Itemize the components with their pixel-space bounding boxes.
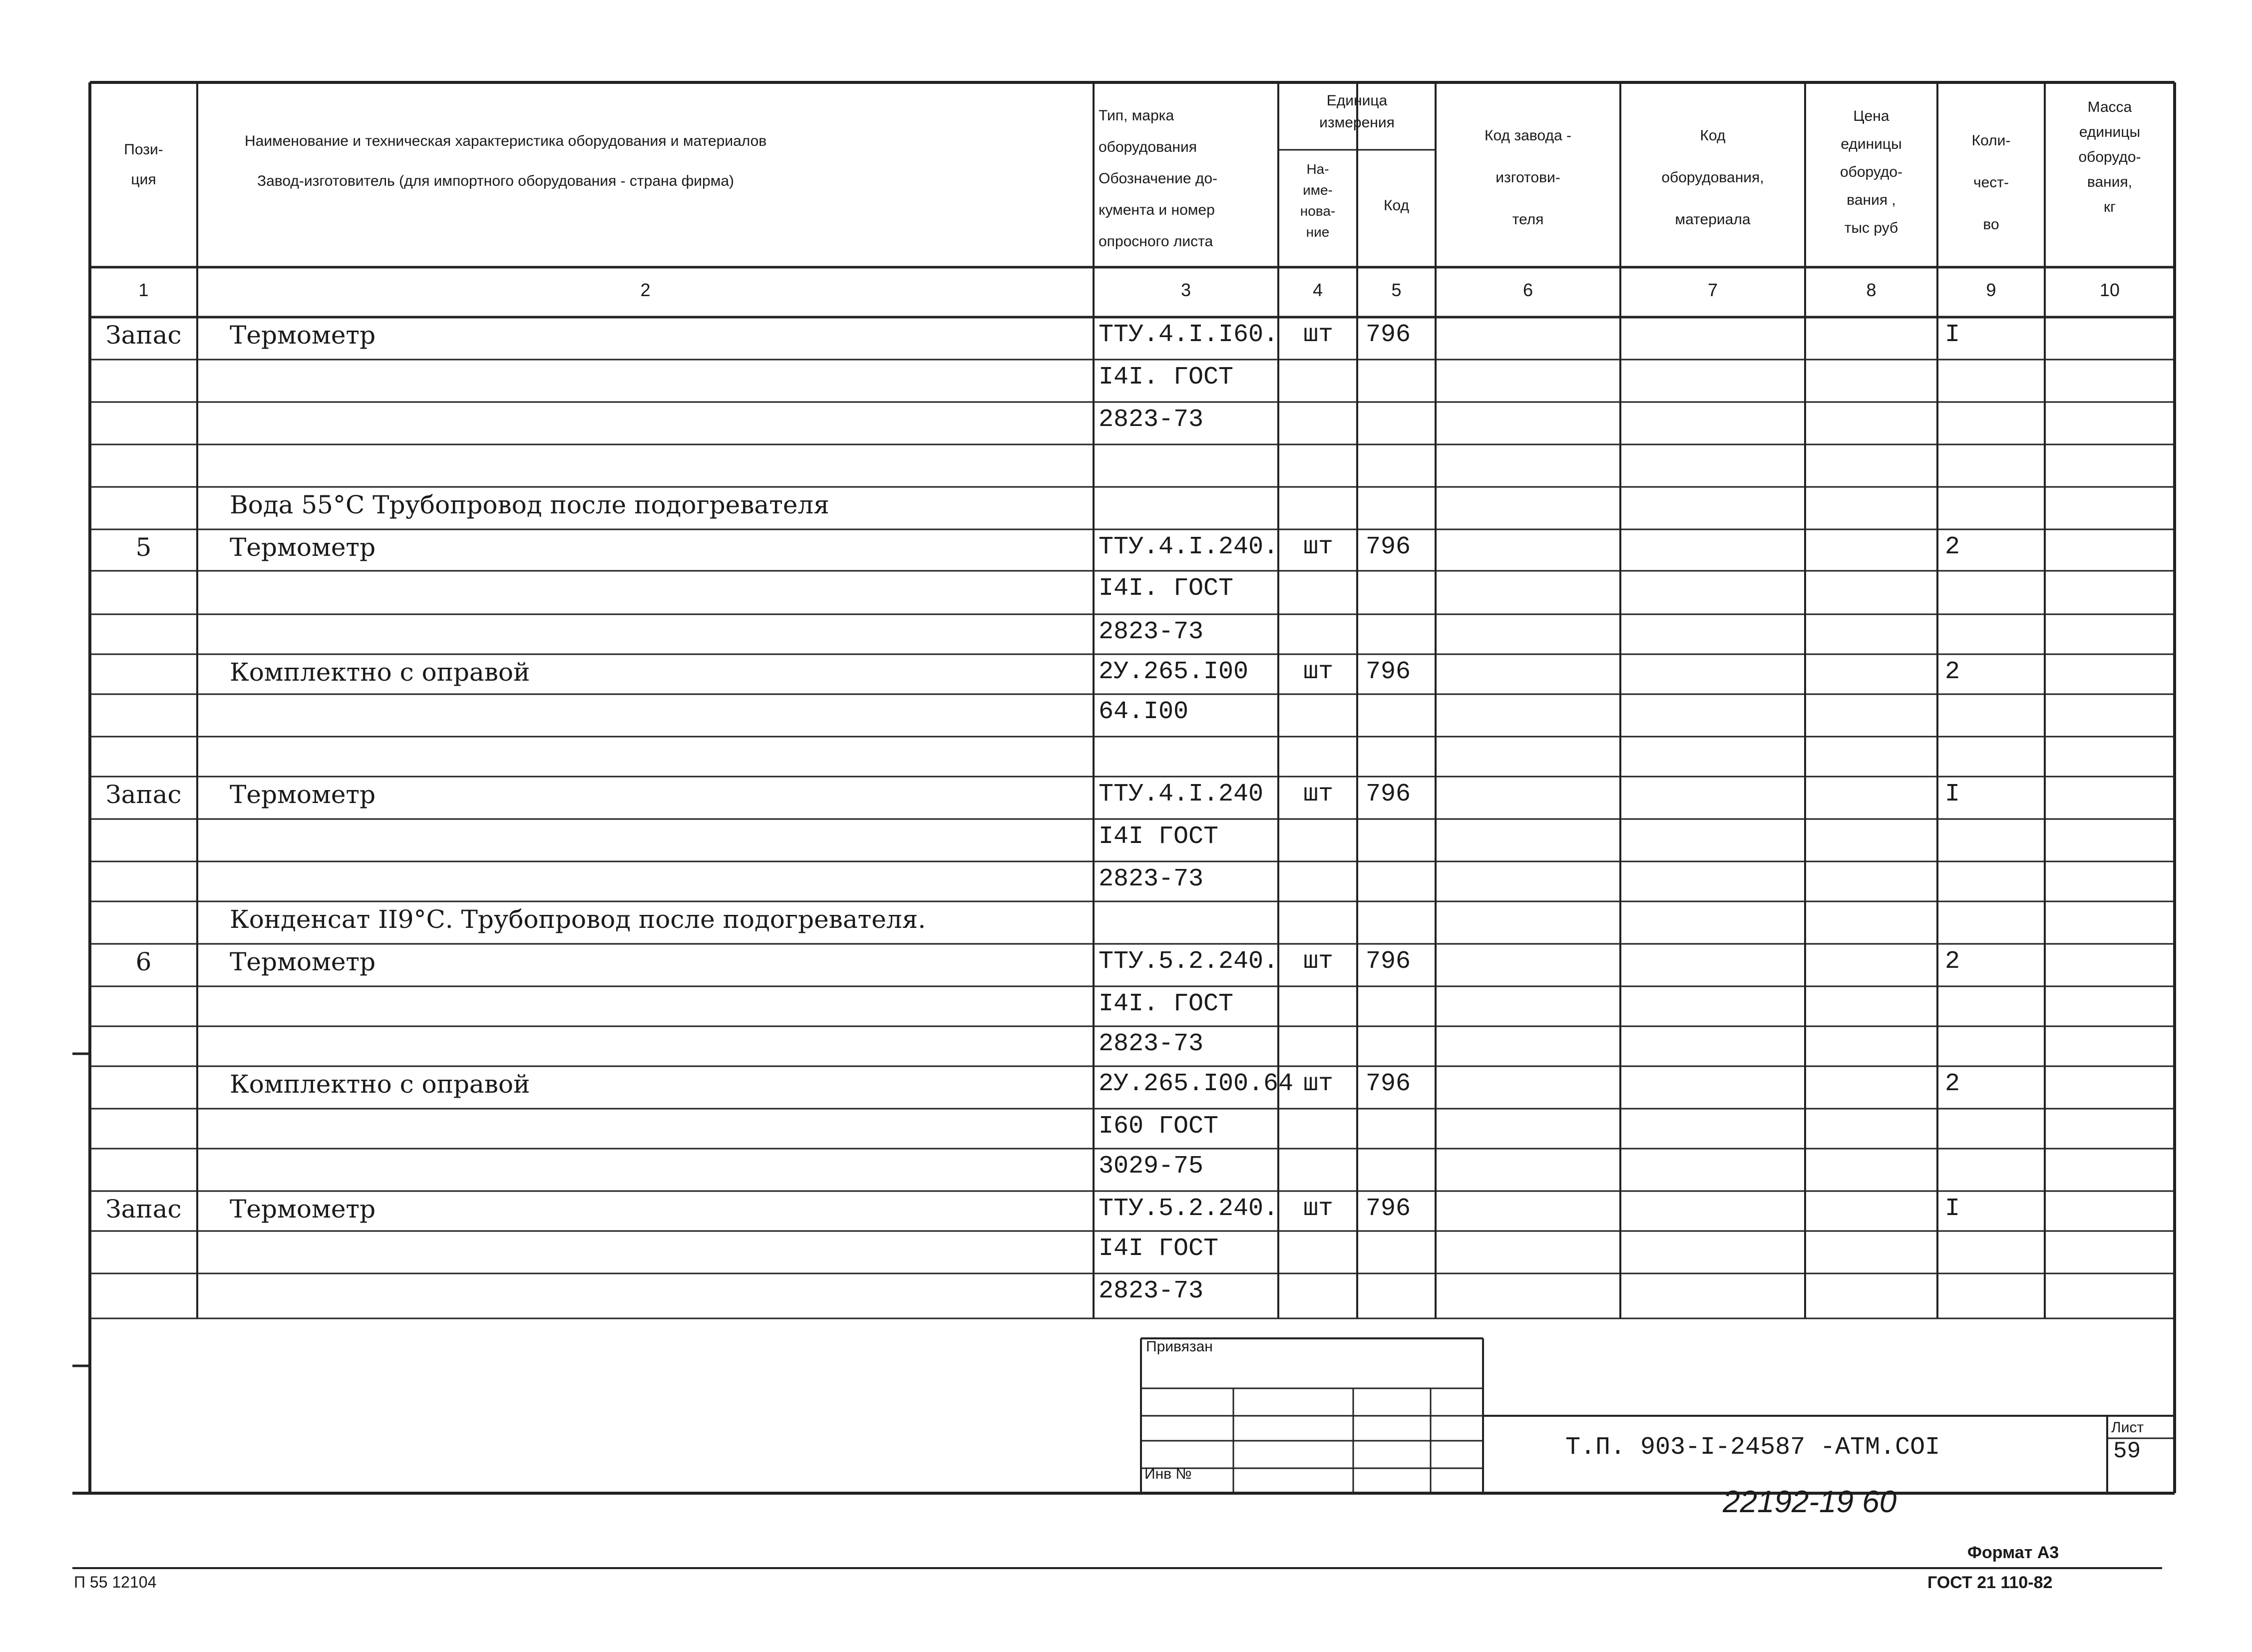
column-number: 9 <box>1986 280 1996 300</box>
header-text: Тип, марка <box>1099 107 1174 124</box>
header-text: тыс руб <box>1844 220 1898 236</box>
type-cell: ТТУ.5.2.240. <box>1099 947 1279 976</box>
header-text: Цена <box>1853 108 1889 124</box>
position-cell: 6 <box>135 947 152 976</box>
header-factory-code <box>1436 115 1620 241</box>
header-text: оборудования <box>1099 139 1197 155</box>
header-text: ция <box>131 171 156 188</box>
column-number: 10 <box>2099 280 2120 300</box>
header-text: единицы <box>2079 124 2141 140</box>
header-text: нова- <box>1300 203 1336 219</box>
header-text: Код <box>1700 127 1726 144</box>
unit-code-cell: 796 <box>1366 533 1411 561</box>
header-type <box>1099 100 1217 257</box>
item-name-cell: Термометр <box>230 321 376 350</box>
unit-cell: шт <box>1303 780 1333 809</box>
header-unit <box>1278 90 1436 134</box>
header-text: оборудо- <box>2078 149 2141 165</box>
type-cell: ТТУ.4.I.240 <box>1099 780 1264 809</box>
header-mass <box>2045 95 2175 220</box>
header-text: теля <box>1512 211 1544 228</box>
header-text: опросного листа <box>1099 233 1213 250</box>
header-text: измерения <box>1319 114 1395 131</box>
item-name-cell: Термометр <box>230 1195 376 1224</box>
type-cell: I4I. ГОСТ <box>1099 363 1234 392</box>
header-text: Код завода - <box>1485 127 1571 144</box>
unit-cell: шт <box>1303 321 1333 349</box>
quantity-cell: 2 <box>1945 533 1960 561</box>
header-unit-code <box>1357 191 1436 221</box>
unit-code-cell: 796 <box>1366 321 1411 349</box>
column-number: 6 <box>1522 280 1533 300</box>
type-cell: 2823-73 <box>1099 618 1204 646</box>
unit-code-cell: 796 <box>1366 1195 1411 1223</box>
type-cell: 3029-75 <box>1099 1152 1204 1181</box>
column-number: 3 <box>1180 280 1191 300</box>
header-text: Коли- <box>1971 132 2011 149</box>
header-text: оборудо- <box>1840 164 1903 180</box>
position-cell: Запас <box>105 321 182 350</box>
unit-cell: шт <box>1303 1195 1333 1223</box>
left-code: П 55 12104 <box>74 1573 157 1591</box>
item-name-cell: Термометр <box>230 947 376 976</box>
header-text: оборудования, <box>1661 169 1764 186</box>
header-text: кумента и номер <box>1099 202 1215 218</box>
position-cell: Запас <box>105 1195 182 1224</box>
column-number: 8 <box>1866 280 1877 300</box>
header-text: единицы <box>1841 136 1902 152</box>
handwritten-number: 22192-19 60 <box>1723 1485 1897 1519</box>
type-cell: ТТУ.4.I.240. <box>1099 533 1279 561</box>
header-text: материала <box>1675 211 1751 228</box>
header-text: во <box>1983 216 1999 233</box>
type-cell: I4I. ГОСТ <box>1099 574 1234 603</box>
item-name-cell: Термометр <box>230 780 376 809</box>
quantity-cell: I <box>1945 780 1960 809</box>
header-text: Единица <box>1326 92 1388 109</box>
unit-cell: шт <box>1303 533 1333 561</box>
item-name-cell: Вода 55°С Трубопровод после подогревателя <box>230 490 829 519</box>
header-name <box>245 129 766 194</box>
column-number: 5 <box>1391 280 1402 300</box>
quantity-cell: 2 <box>1945 658 1960 686</box>
header-position <box>92 135 195 195</box>
type-cell: ТТУ.5.2.240. <box>1099 1195 1279 1223</box>
item-name-cell: Термометр <box>230 533 376 562</box>
unit-code-cell: 796 <box>1366 947 1411 976</box>
unit-cell: шт <box>1303 947 1333 976</box>
column-number: 1 <box>138 280 149 300</box>
header-equipment-code <box>1620 115 1805 241</box>
header-text: кг <box>2103 199 2116 215</box>
quantity-cell: 2 <box>1945 947 1960 976</box>
gost-label: ГОСТ 21 110-82 <box>1927 1573 2053 1592</box>
format-label: Формат А3 <box>1967 1543 2059 1562</box>
type-cell: 2У.265.I00.64 <box>1099 1070 1294 1098</box>
header-text: изготови- <box>1496 169 1560 186</box>
stamp-bound-label: Привязан <box>1146 1338 1213 1355</box>
header-text: чест- <box>1973 174 2009 191</box>
unit-cell: шт <box>1303 658 1333 686</box>
type-cell: 2823-73 <box>1099 406 1204 434</box>
item-name-cell: Комплектно с оправой <box>230 1070 530 1099</box>
unit-code-cell: 796 <box>1366 780 1411 809</box>
document-code: Т.П. 903-I-24587 -АТМ.COI <box>1565 1433 1940 1462</box>
header-quantity <box>1937 120 2045 246</box>
type-cell: 2823-73 <box>1099 865 1204 893</box>
unit-code-cell: 796 <box>1366 658 1411 686</box>
type-cell: 2823-73 <box>1099 1277 1204 1305</box>
header-text: Завод-изготовитель (для импортного оборудования - страна фирма) <box>257 173 735 189</box>
type-cell: I4I. ГОСТ <box>1099 990 1234 1018</box>
column-number: 7 <box>1707 280 1718 300</box>
item-name-cell: Комплектно с оправой <box>230 658 530 687</box>
unit-cell: шт <box>1303 1070 1333 1098</box>
column-number: 4 <box>1312 280 1323 300</box>
type-cell: 2У.265.I00 <box>1099 658 1249 686</box>
sheet-number: 59 <box>2113 1438 2141 1464</box>
type-cell: I4I ГОСТ <box>1099 1235 1219 1263</box>
type-cell: I4I ГОСТ <box>1099 823 1219 851</box>
type-cell: ТТУ.4.I.I60. <box>1099 321 1279 349</box>
stamp-inv-label: Инв № <box>1144 1466 1192 1482</box>
position-cell: Запас <box>105 780 182 809</box>
header-text: Наименование и техническая характеристика оборудования и материалов <box>245 133 767 149</box>
type-cell: 2823-73 <box>1099 1030 1204 1058</box>
header-unit-name <box>1278 159 1357 243</box>
header-text: Пози- <box>124 141 163 158</box>
type-cell: 64.I00 <box>1099 698 1189 726</box>
unit-code-cell: 796 <box>1366 1070 1411 1098</box>
column-number: 2 <box>640 280 651 300</box>
item-name-cell: Конденсат II9°С. Трубопровод после подогревателя. <box>230 905 926 934</box>
header-text: На- <box>1306 161 1329 177</box>
quantity-cell: I <box>1945 321 1960 349</box>
quantity-cell: I <box>1945 1195 1960 1223</box>
header-text: вания, <box>2087 174 2133 190</box>
header-text: Код <box>1383 197 1409 214</box>
position-cell: 5 <box>135 533 152 562</box>
type-cell: I60 ГОСТ <box>1099 1112 1219 1141</box>
header-price <box>1805 102 1937 242</box>
header-text: Масса <box>2087 99 2132 115</box>
quantity-cell: 2 <box>1945 1070 1960 1098</box>
header-text: име- <box>1303 182 1333 198</box>
header-text: вания , <box>1847 192 1896 208</box>
header-text: Обозначение до- <box>1099 170 1218 187</box>
sheet-label: Лист <box>2111 1419 2144 1436</box>
header-text: ние <box>1306 224 1330 240</box>
